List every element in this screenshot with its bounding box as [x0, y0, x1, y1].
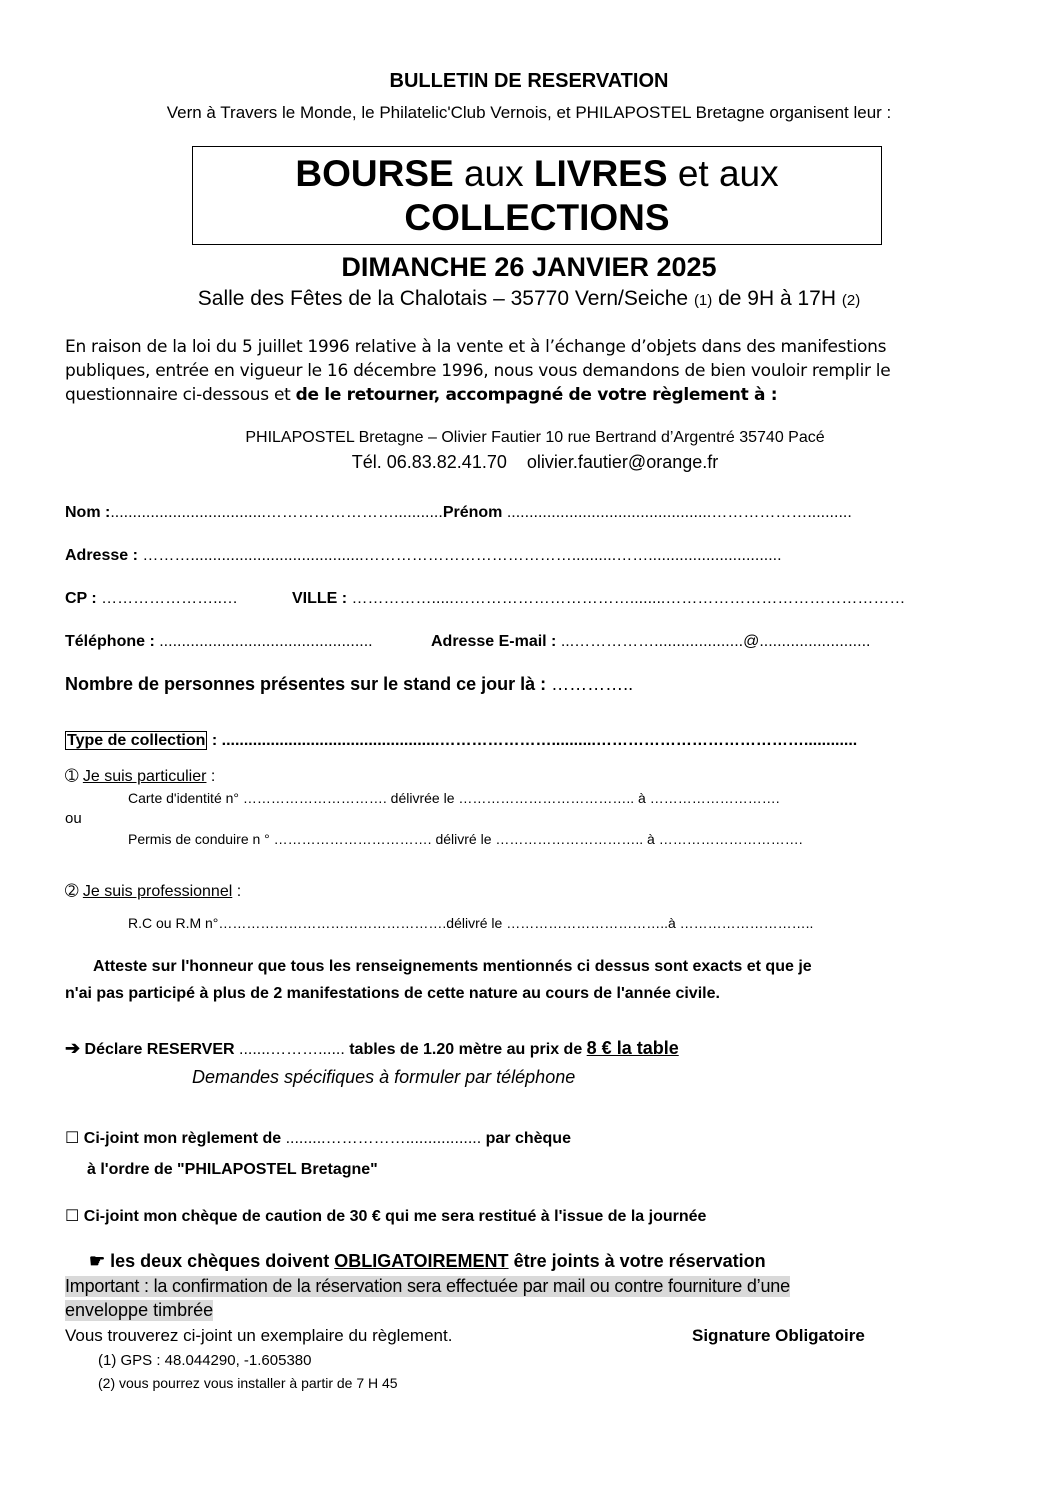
email-row[interactable]: Adresse E-mail : ...……………....................@.........................: [431, 633, 871, 650]
important-line-2: enveloppe timbrée: [65, 1300, 214, 1320]
event-title-box: [192, 146, 882, 245]
reserve-tables-row[interactable]: ➔ Déclare RESERVER .......………...... tables de 1.20 mètre au prix de 8 € la table: [65, 1038, 679, 1058]
cp-row[interactable]: CP : …………………..…: [65, 590, 239, 607]
footnote-1: (1) GPS : 48.044290, -1.605380: [98, 1352, 312, 1369]
contact-phone-email: Tél. 06.83.82.41.70 olivier.fautier@orange.fr: [351, 452, 719, 472]
address-row[interactable]: Adresse : ……….......................................…………………………………..........……..............................: [65, 547, 782, 564]
collection-type-row[interactable]: Type de collection : .................................................…………………..........…………………………………............: [67, 732, 858, 749]
phone-row[interactable]: Téléphone : ................................................: [65, 633, 373, 650]
checkbox-payment[interactable]: ☐: [65, 1130, 80, 1147]
organizers-line: Vern à Travers le Monde, le Philatelic'Club Vernois, et PHILAPOSTEL Bretagne organisent leur :: [166, 103, 892, 122]
signature-label: Signature Obligatoire: [692, 1326, 865, 1345]
checkbox-deposit[interactable]: ☐: [65, 1208, 80, 1225]
city-row[interactable]: VILLE : …………….....……………………………........………………………………………: [292, 590, 906, 607]
id-card-row[interactable]: Carte d'identité n° …………………………. délivrée le ……………………………….. à ……………………….: [128, 790, 780, 806]
cheque-order: à l'ordre de "PHILAPOSTEL Bretagne": [87, 1161, 378, 1178]
intro-line-1: En raison de la loi du 5 juillet 1996 relative à la vente et à l’échange d’objets dans des manifestions: [65, 337, 887, 357]
collection-type-label: Type de collection: [67, 732, 206, 749]
event-date: DIMANCHE 26 JANVIER 2025: [341, 252, 717, 282]
intro-line-3: questionnaire ci-dessous et de le retourner, accompagné de votre règlement à :: [65, 385, 778, 405]
rc-rm-row[interactable]: R.C ou R.M n°………………………………………….délivré le ……………………………..à ………………………..: [128, 915, 814, 931]
attestation-line-1: Atteste sur l'honneur que tous les renseignements mentionnés ci dessus sont exacts et que je: [93, 958, 812, 975]
intro-line-2: publiques, entrée en vigueur le 16 décembre 1996, nous vous demandons de bien vouloir remplir le: [65, 361, 891, 381]
rules-note: Vous trouverez ci-joint un exemplaire du règlement.: [65, 1326, 453, 1345]
arrow-icon: ➔: [65, 1038, 81, 1058]
both-cheques-note: ☛ les deux chèques doivent OBLIGATOIREMENT être joints à votre réservation: [89, 1251, 766, 1271]
payment-row[interactable]: ☐ Ci-joint mon règlement de .........……………................. par chèque: [65, 1130, 571, 1147]
specific-requests: Demandes spécifiques à formuler par téléphone: [192, 1067, 576, 1087]
document-title: BULLETIN DE RESERVATION: [389, 70, 669, 92]
persons-row[interactable]: Nombre de personnes présentes sur le stand ce jour là : …………..: [65, 674, 634, 694]
attestation-line-2: n'ai pas participé à plus de 2 manifestations de cette nature au cours de l'année civile.: [65, 985, 720, 1002]
important-line-1: Important : la confirmation de la réservation sera effectuée par mail ou contre fourniture d’une: [65, 1276, 790, 1296]
pointing-hand-icon: ☛: [89, 1251, 106, 1271]
event-venue: Salle des Fêtes de la Chalotais – 35770 Vern/Seiche (1) de 9H à 17H (2): [197, 287, 861, 310]
footnote-2: (2) vous pourrez vous installer à partir de 7 H 45: [98, 1375, 398, 1391]
or-label: ou: [65, 810, 82, 827]
event-title-line2: COLLECTIONS: [404, 197, 670, 238]
professional-section: ➁ Je suis professionnel :: [65, 883, 242, 900]
driving-licence-row[interactable]: Permis de conduire n ° ……………………………. délivré le ………………………….. à ………………………….: [128, 831, 803, 847]
private-section: ➀ Je suis particulier :: [65, 768, 216, 785]
contact-address: PHILAPOSTEL Bretagne – Olivier Fautier 10 rue Bertrand d’Argentré 35740 Pacé: [245, 429, 825, 446]
event-title-line1: BOURSE aux LIVRES et aux: [295, 153, 779, 194]
name-row[interactable]: Nom :...................................……………………...........Prénom ..............................................………………..........: [65, 504, 852, 521]
deposit-row[interactable]: ☐ Ci-joint mon chèque de caution de 30 € qui me sera restitué à l'issue de la journée: [65, 1208, 707, 1225]
